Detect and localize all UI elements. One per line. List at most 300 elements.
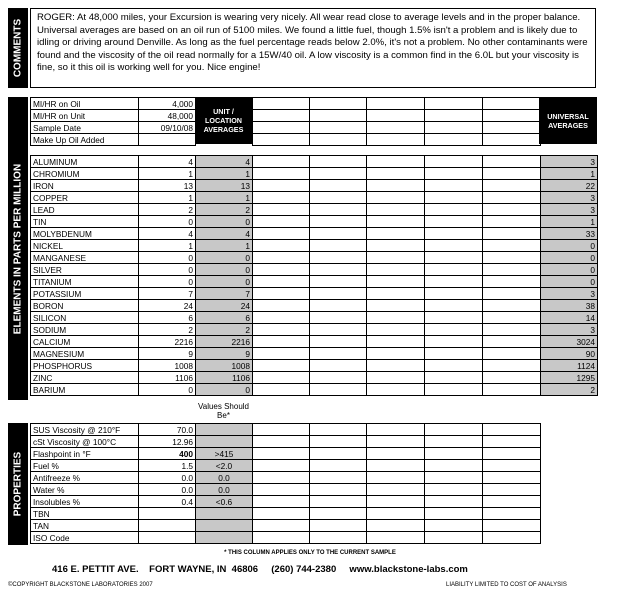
property-name: cSt Viscosity @ 100°C — [31, 436, 139, 448]
empty-cell — [483, 156, 541, 168]
empty-cell — [483, 288, 541, 300]
property-row — [31, 448, 541, 460]
empty-cell — [253, 122, 310, 134]
empty-cell — [483, 484, 541, 496]
info-avg-cell — [196, 122, 253, 134]
empty-cell — [310, 252, 367, 264]
empty-cell — [483, 336, 541, 348]
element-value: 0 — [139, 264, 196, 276]
empty-cell — [310, 204, 367, 216]
empty-cell — [253, 448, 310, 460]
info-avg-cell — [196, 110, 253, 122]
property-should-be: <2.0 — [196, 460, 253, 472]
empty-cell — [483, 472, 541, 484]
empty-cell — [253, 216, 310, 228]
empty-cell — [483, 192, 541, 204]
empty-cell — [310, 324, 367, 336]
element-name: ALUMINUM — [31, 156, 139, 168]
element-universal-average: 3 — [541, 204, 598, 216]
element-unit-average: 1 — [196, 168, 253, 180]
empty-cell — [483, 134, 541, 146]
info-value: 09/10/08 — [139, 122, 196, 134]
empty-cell — [253, 384, 310, 396]
empty-cell — [310, 360, 367, 372]
element-unit-average: 4 — [196, 228, 253, 240]
element-value: 0 — [139, 252, 196, 264]
empty-cell — [367, 252, 425, 264]
empty-cell — [310, 372, 367, 384]
element-value: 1 — [139, 240, 196, 252]
element-name: TITANIUM — [31, 276, 139, 288]
empty-cell — [310, 134, 367, 146]
empty-cell — [425, 252, 483, 264]
property-value: 0.4 — [139, 496, 196, 508]
empty-cell — [483, 384, 541, 396]
empty-cell — [310, 122, 367, 134]
element-value: 2216 — [139, 336, 196, 348]
empty-cell — [310, 98, 367, 110]
empty-cell — [310, 424, 367, 436]
empty-cell — [367, 384, 425, 396]
element-row — [31, 228, 598, 240]
property-should-be: >415 — [196, 448, 253, 460]
empty-cell — [483, 424, 541, 436]
property-should-be — [196, 508, 253, 520]
info-value: 48,000 — [139, 110, 196, 122]
empty-cell — [253, 288, 310, 300]
empty-cell — [253, 496, 310, 508]
properties-table — [30, 423, 541, 544]
info-value: 4,000 — [139, 98, 196, 110]
element-row — [31, 204, 598, 216]
element-row — [31, 156, 598, 168]
empty-cell — [425, 98, 483, 110]
element-unit-average: 1 — [196, 240, 253, 252]
empty-cell — [367, 360, 425, 372]
empty-cell — [425, 264, 483, 276]
element-universal-average: 22 — [541, 180, 598, 192]
element-unit-average: 0 — [196, 264, 253, 276]
empty-cell — [367, 264, 425, 276]
element-name: LEAD — [31, 204, 139, 216]
empty-cell — [483, 180, 541, 192]
empty-cell — [483, 508, 541, 520]
property-value: 12.96 — [139, 436, 196, 448]
empty-cell — [310, 348, 367, 360]
property-row — [31, 484, 541, 496]
empty-cell — [483, 228, 541, 240]
element-name: SODIUM — [31, 324, 139, 336]
info-row — [31, 122, 541, 134]
empty-cell — [425, 496, 483, 508]
element-value: 9 — [139, 348, 196, 360]
property-name: Insolubles % — [31, 496, 139, 508]
empty-cell — [253, 252, 310, 264]
empty-cell — [367, 216, 425, 228]
info-row — [31, 110, 541, 122]
empty-cell — [367, 192, 425, 204]
element-unit-average: 2 — [196, 204, 253, 216]
element-universal-average: 14 — [541, 312, 598, 324]
empty-cell — [253, 324, 310, 336]
empty-cell — [253, 168, 310, 180]
property-should-be: 0.0 — [196, 484, 253, 496]
empty-cell — [425, 228, 483, 240]
empty-cell — [425, 276, 483, 288]
element-universal-average: 3 — [541, 192, 598, 204]
element-universal-average: 1 — [541, 216, 598, 228]
element-value: 1 — [139, 168, 196, 180]
empty-cell — [253, 348, 310, 360]
property-name: SUS Viscosity @ 210°F — [31, 424, 139, 436]
property-name: Antifreeze % — [31, 472, 139, 484]
empty-cell — [483, 532, 541, 544]
empty-cell — [253, 240, 310, 252]
empty-cell — [425, 300, 483, 312]
element-value: 1008 — [139, 360, 196, 372]
element-unit-average: 2 — [196, 324, 253, 336]
info-row — [31, 134, 541, 146]
property-name: TBN — [31, 508, 139, 520]
element-unit-average: 13 — [196, 180, 253, 192]
property-name: Water % — [31, 484, 139, 496]
empty-cell — [253, 110, 310, 122]
empty-cell — [253, 436, 310, 448]
empty-cell — [367, 336, 425, 348]
properties-side-label: PROPERTIES — [8, 423, 28, 545]
info-row — [31, 98, 541, 110]
element-name: IRON — [31, 180, 139, 192]
empty-cell — [367, 472, 425, 484]
empty-cell — [310, 520, 367, 532]
element-value: 0 — [139, 276, 196, 288]
element-unit-average: 2216 — [196, 336, 253, 348]
empty-cell — [367, 300, 425, 312]
empty-cell — [310, 312, 367, 324]
property-value — [139, 520, 196, 532]
empty-cell — [310, 496, 367, 508]
element-name: CHROMIUM — [31, 168, 139, 180]
empty-cell — [253, 134, 310, 146]
empty-cell — [483, 300, 541, 312]
empty-cell — [310, 484, 367, 496]
empty-cell — [483, 372, 541, 384]
empty-cell — [425, 240, 483, 252]
info-label: MI/HR on Unit — [31, 110, 139, 122]
element-row — [31, 192, 598, 204]
property-row — [31, 472, 541, 484]
element-row — [31, 276, 598, 288]
empty-cell — [425, 288, 483, 300]
empty-cell — [310, 216, 367, 228]
property-name: Flashpoint in °F — [31, 448, 139, 460]
empty-cell — [425, 110, 483, 122]
info-label: Sample Date — [31, 122, 139, 134]
element-name: ZINC — [31, 372, 139, 384]
element-value: 2 — [139, 204, 196, 216]
element-row — [31, 180, 598, 192]
empty-cell — [310, 460, 367, 472]
copyright: ©COPYRIGHT BLACKSTONE LABORATORIES 2007 — [8, 582, 153, 588]
empty-cell — [253, 312, 310, 324]
element-universal-average: 1124 — [541, 360, 598, 372]
empty-cell — [483, 110, 541, 122]
empty-cell — [253, 204, 310, 216]
element-name: COPPER — [31, 192, 139, 204]
universal-averages-header: UNIVERSAL AVERAGES — [539, 97, 597, 144]
property-value: 70.0 — [139, 424, 196, 436]
empty-cell — [367, 204, 425, 216]
property-row — [31, 508, 541, 520]
empty-cell — [483, 360, 541, 372]
property-should-be: 0.0 — [196, 472, 253, 484]
element-value: 6 — [139, 312, 196, 324]
property-value — [139, 532, 196, 544]
property-value: 400 — [139, 448, 196, 460]
element-row — [31, 252, 598, 264]
property-name: Fuel % — [31, 460, 139, 472]
element-row — [31, 264, 598, 276]
element-value: 2 — [139, 324, 196, 336]
empty-cell — [253, 472, 310, 484]
element-universal-average: 3 — [541, 156, 598, 168]
element-row — [31, 324, 598, 336]
empty-cell — [367, 532, 425, 544]
element-unit-average: 24 — [196, 300, 253, 312]
empty-cell — [425, 384, 483, 396]
empty-cell — [310, 472, 367, 484]
empty-cell — [483, 168, 541, 180]
element-unit-average: 1008 — [196, 360, 253, 372]
empty-cell — [367, 436, 425, 448]
empty-cell — [310, 508, 367, 520]
unit-averages-header: UNIT / LOCATION AVERAGES — [195, 97, 252, 144]
element-name: BARIUM — [31, 384, 139, 396]
element-row — [31, 384, 598, 396]
empty-cell — [483, 276, 541, 288]
element-name: SILVER — [31, 264, 139, 276]
element-name: MOLYBDENUM — [31, 228, 139, 240]
element-universal-average: 38 — [541, 300, 598, 312]
empty-cell — [425, 156, 483, 168]
element-universal-average: 90 — [541, 348, 598, 360]
element-unit-average: 0 — [196, 216, 253, 228]
element-value: 7 — [139, 288, 196, 300]
empty-cell — [483, 204, 541, 216]
element-unit-average: 1106 — [196, 372, 253, 384]
element-name: NICKEL — [31, 240, 139, 252]
property-value: 0.0 — [139, 472, 196, 484]
empty-cell — [310, 448, 367, 460]
empty-cell — [425, 508, 483, 520]
empty-cell — [310, 532, 367, 544]
empty-cell — [483, 324, 541, 336]
element-value: 13 — [139, 180, 196, 192]
element-value: 24 — [139, 300, 196, 312]
empty-cell — [367, 496, 425, 508]
empty-cell — [367, 156, 425, 168]
element-universal-average: 3 — [541, 288, 598, 300]
element-unit-average: 6 — [196, 312, 253, 324]
property-row — [31, 436, 541, 448]
empty-cell — [253, 276, 310, 288]
empty-cell — [367, 134, 425, 146]
element-value: 0 — [139, 384, 196, 396]
element-row — [31, 372, 598, 384]
empty-cell — [253, 156, 310, 168]
empty-cell — [310, 288, 367, 300]
sample-info-table — [30, 97, 541, 146]
empty-cell — [367, 508, 425, 520]
empty-cell — [253, 264, 310, 276]
empty-cell — [367, 520, 425, 532]
values-should-be-label: Values Should Be* — [198, 402, 249, 420]
footnote: * THIS COLUMN APPLIES ONLY TO THE CURRENT SAMPLE — [224, 550, 396, 556]
element-row — [31, 312, 598, 324]
property-should-be — [196, 436, 253, 448]
empty-cell — [310, 276, 367, 288]
comments-side-label: COMMENTS — [8, 8, 28, 88]
empty-cell — [425, 484, 483, 496]
empty-cell — [367, 448, 425, 460]
element-unit-average: 0 — [196, 252, 253, 264]
elements-table — [30, 155, 598, 396]
empty-cell — [425, 472, 483, 484]
empty-cell — [367, 372, 425, 384]
element-universal-average: 1295 — [541, 372, 598, 384]
element-value: 1106 — [139, 372, 196, 384]
element-value: 4 — [139, 228, 196, 240]
element-universal-average: 3 — [541, 324, 598, 336]
property-should-be: <0.6 — [196, 496, 253, 508]
empty-cell — [483, 348, 541, 360]
empty-cell — [310, 300, 367, 312]
element-universal-average: 0 — [541, 240, 598, 252]
empty-cell — [367, 288, 425, 300]
empty-cell — [367, 324, 425, 336]
empty-cell — [483, 448, 541, 460]
empty-cell — [425, 168, 483, 180]
empty-cell — [425, 122, 483, 134]
empty-cell — [310, 228, 367, 240]
empty-cell — [253, 192, 310, 204]
empty-cell — [310, 156, 367, 168]
empty-cell — [367, 110, 425, 122]
empty-cell — [310, 110, 367, 122]
empty-cell — [310, 180, 367, 192]
empty-cell — [425, 532, 483, 544]
element-universal-average: 0 — [541, 264, 598, 276]
property-row — [31, 424, 541, 436]
empty-cell — [483, 496, 541, 508]
empty-cell — [367, 348, 425, 360]
property-row — [31, 532, 541, 544]
empty-cell — [425, 204, 483, 216]
comments-text: ROGER: At 48,000 miles, your Excursion is wearing very nicely. All wear read close to average levels and in the proper balance. Universal averages are based on an oil run of 5100 miles. We found a little fuel, though 1.5% isn't a problem and is likely due to idling or driving around Denville. As long as the fuel percentage reads below 2.0%, it's not a problem. No other contaminants were found and the viscosity of the oil read normally for a 15W/40 oil. A low viscosity is a common find in the 6.0L but your viscosity is fine, so it this oil is working well for you. Nice engine! — [30, 8, 596, 88]
empty-cell — [310, 192, 367, 204]
property-should-be — [196, 520, 253, 532]
empty-cell — [425, 180, 483, 192]
element-universal-average: 33 — [541, 228, 598, 240]
element-unit-average: 0 — [196, 384, 253, 396]
element-universal-average: 0 — [541, 276, 598, 288]
empty-cell — [253, 484, 310, 496]
empty-cell — [253, 424, 310, 436]
empty-cell — [367, 228, 425, 240]
empty-cell — [253, 360, 310, 372]
empty-cell — [483, 520, 541, 532]
elements-side-label: ELEMENTS IN PARTS PER MILLION — [8, 97, 28, 400]
element-name: PHOSPHORUS — [31, 360, 139, 372]
element-unit-average: 4 — [196, 156, 253, 168]
liability-note: LIABILITY LIMITED TO COST OF ANALYSIS — [446, 582, 567, 588]
empty-cell — [425, 360, 483, 372]
property-value — [139, 508, 196, 520]
property-should-be — [196, 424, 253, 436]
empty-cell — [367, 276, 425, 288]
element-value: 0 — [139, 216, 196, 228]
empty-cell — [253, 228, 310, 240]
element-name: SILICON — [31, 312, 139, 324]
empty-cell — [367, 240, 425, 252]
element-universal-average: 2 — [541, 384, 598, 396]
empty-cell — [253, 532, 310, 544]
element-name: POTASSIUM — [31, 288, 139, 300]
empty-cell — [425, 460, 483, 472]
empty-cell — [310, 384, 367, 396]
element-row — [31, 288, 598, 300]
empty-cell — [367, 424, 425, 436]
empty-cell — [483, 460, 541, 472]
element-universal-average: 0 — [541, 252, 598, 264]
empty-cell — [425, 372, 483, 384]
empty-cell — [425, 192, 483, 204]
property-name: TAN — [31, 520, 139, 532]
empty-cell — [483, 264, 541, 276]
empty-cell — [483, 216, 541, 228]
empty-cell — [253, 180, 310, 192]
empty-cell — [483, 312, 541, 324]
info-avg-cell — [196, 98, 253, 110]
empty-cell — [425, 336, 483, 348]
element-name: BORON — [31, 300, 139, 312]
info-label: MI/HR on Oil — [31, 98, 139, 110]
empty-cell — [483, 98, 541, 110]
element-universal-average: 3024 — [541, 336, 598, 348]
empty-cell — [367, 312, 425, 324]
element-unit-average: 0 — [196, 276, 253, 288]
empty-cell — [483, 240, 541, 252]
property-row — [31, 496, 541, 508]
empty-cell — [310, 168, 367, 180]
empty-cell — [425, 312, 483, 324]
empty-cell — [483, 436, 541, 448]
empty-cell — [483, 122, 541, 134]
element-row — [31, 348, 598, 360]
empty-cell — [253, 520, 310, 532]
element-row — [31, 240, 598, 252]
element-unit-average: 9 — [196, 348, 253, 360]
empty-cell — [425, 520, 483, 532]
empty-cell — [310, 264, 367, 276]
property-value: 1.5 — [139, 460, 196, 472]
element-value: 1 — [139, 192, 196, 204]
empty-cell — [253, 98, 310, 110]
empty-cell — [425, 436, 483, 448]
empty-cell — [425, 324, 483, 336]
empty-cell — [367, 460, 425, 472]
element-name: MANGANESE — [31, 252, 139, 264]
